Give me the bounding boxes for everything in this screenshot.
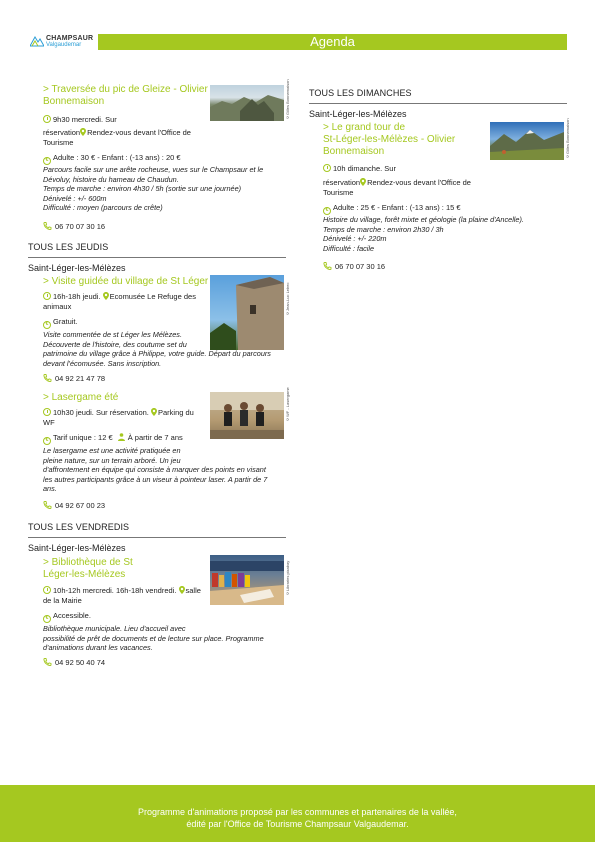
logo-line1: CHAMPSAUR bbox=[46, 35, 94, 42]
clock-icon bbox=[43, 115, 51, 123]
phone-icon bbox=[43, 222, 52, 230]
location-pin-icon bbox=[360, 178, 366, 186]
time-text: 10h-12h mercredi. 16h-18h vendredi. bbox=[53, 586, 177, 595]
place-text-cont: Tourisme bbox=[323, 188, 354, 197]
event-title[interactable]: > Visite guidée du village de St Léger bbox=[43, 276, 209, 287]
desc-line: Parcours facile sur une arête rocheuse, vues sur le Champsaur et le bbox=[43, 165, 264, 174]
place-text-cont: WF bbox=[43, 418, 55, 427]
photo-grand-tour bbox=[490, 122, 564, 160]
euro-icon: € bbox=[43, 615, 51, 623]
clock-icon bbox=[43, 292, 51, 300]
footer-bar bbox=[0, 785, 595, 842]
desc-line: Difficulté : facile bbox=[323, 243, 375, 253]
event-price bbox=[43, 611, 91, 623]
price-text: Adulte : 25 € - Enfant : (-13 ans) : 15 € bbox=[333, 203, 461, 212]
age-text: À partir de 7 ans bbox=[127, 433, 183, 442]
price-text: Tarif unique : 12 € bbox=[53, 433, 113, 442]
price-text: Accessible. bbox=[53, 611, 91, 620]
clock-icon bbox=[43, 408, 51, 416]
event-description bbox=[43, 330, 293, 368]
section-heading-dimanches: TOUS LES DIMANCHES bbox=[309, 88, 412, 98]
desc-line: pleine nature, sur un terrain arboré. Un jeu bbox=[43, 455, 181, 465]
mountain-ridge-image bbox=[210, 85, 284, 121]
event-price bbox=[43, 153, 181, 165]
photo-credit: ©Libraries pixabay bbox=[285, 560, 290, 596]
price-text: Adulte : 30 € - Enfant : (-13 ans) : 20 € bbox=[53, 153, 181, 162]
event-description bbox=[43, 624, 293, 653]
event-title[interactable]: > Le grand tour de bbox=[323, 122, 406, 133]
desc-line: devant l'écomusée. Sans inscription. bbox=[43, 358, 162, 368]
phone-number[interactable]: 06 70 07 30 16 bbox=[335, 262, 386, 271]
child-icon bbox=[117, 433, 126, 441]
players-image bbox=[210, 392, 284, 439]
place-text-cont: Tourisme bbox=[43, 138, 74, 147]
desc-line: d'animations durant les vacances. bbox=[43, 643, 153, 652]
time-text: 16h-18h jeudi. bbox=[53, 292, 101, 301]
event-time bbox=[323, 164, 488, 174]
section-heading-vendredis: TOUS LES VENDREDIS bbox=[28, 522, 130, 532]
books-image bbox=[210, 555, 284, 605]
event-price bbox=[323, 203, 461, 215]
desc-line: possibilité de prêt de documents et de lecture sur place. Programme bbox=[43, 633, 264, 643]
location-pin-icon bbox=[179, 586, 185, 594]
event-title-cont[interactable]: Bonnemaison bbox=[43, 96, 105, 107]
desc-line: Découverte de l'histoire, des coutume set du bbox=[43, 339, 187, 349]
desc-line: Le lasergame est une activité pratiquée en bbox=[43, 446, 181, 455]
photo-bibliotheque bbox=[210, 555, 284, 605]
euro-icon: € bbox=[43, 321, 51, 329]
event-time bbox=[43, 292, 208, 302]
event-description bbox=[43, 165, 293, 213]
place-text: salle bbox=[185, 586, 201, 595]
place-text: Rendez-vous devant l'Office de bbox=[367, 178, 471, 187]
commune-name: Saint-Léger-les-Mélèzes bbox=[28, 263, 126, 273]
desc-line: d'affrontement en équipe qui consiste à marquer des points en visant bbox=[43, 465, 266, 474]
desc-line: Visite commentée de st Léger les Mélèzes. bbox=[43, 330, 182, 339]
photo-traversee bbox=[210, 85, 284, 121]
place-text: Rendez-vous devant l'Office de bbox=[87, 128, 191, 137]
phone-number[interactable]: 04 92 67 00 23 bbox=[55, 501, 106, 510]
event-phone[interactable] bbox=[43, 658, 105, 668]
section-heading-jeudis: TOUS LES JEUDIS bbox=[28, 242, 109, 252]
section-divider bbox=[28, 257, 286, 258]
desc-line: Histoire du village, forêt mixte et géologie (la plaine d'Ancelle). bbox=[323, 215, 524, 224]
phone-icon bbox=[43, 501, 52, 509]
event-bibliotheque bbox=[43, 557, 213, 581]
event-phone[interactable] bbox=[43, 501, 105, 511]
desc-line: Temps de marche : environ 4h30 / 5h (sortie sur une journée) bbox=[43, 184, 242, 193]
time-text-cont: réservation bbox=[43, 128, 81, 137]
phone-number[interactable]: 06 70 07 30 16 bbox=[55, 222, 106, 231]
event-title-cont[interactable]: St-Léger-les-Mélèzes - Olivier bbox=[323, 134, 456, 145]
photo-lasergame bbox=[210, 392, 284, 439]
event-title[interactable]: > Bibliothèque de St bbox=[43, 557, 133, 568]
footer-line-2: édité par l'Office de Tourisme Champsaur Valgaudemar. bbox=[186, 819, 409, 829]
photo-credit: ©Gilles Bonnemaison bbox=[565, 118, 570, 159]
location-pin-icon bbox=[103, 292, 109, 300]
event-title[interactable]: > Lasergame été bbox=[43, 392, 119, 403]
event-grand-tour bbox=[323, 122, 493, 158]
section-divider bbox=[28, 537, 286, 538]
clock-icon bbox=[323, 164, 331, 172]
location-pin-icon bbox=[151, 408, 157, 416]
alpine-valley-image bbox=[490, 122, 564, 160]
phone-icon bbox=[43, 374, 52, 382]
phone-number[interactable]: 04 92 50 40 74 bbox=[55, 658, 106, 667]
page-title: Agenda bbox=[310, 34, 355, 49]
event-title[interactable]: > Traversée du pic de Gleize - Olivier bbox=[43, 84, 208, 95]
event-place bbox=[43, 128, 213, 138]
footer-line-1: Programme d'animations proposé par les communes et partenaires de la vallée, bbox=[138, 807, 457, 817]
euro-icon: € bbox=[43, 157, 51, 165]
time-text: 9h30 mercredi. Sur bbox=[53, 115, 117, 124]
euro-icon: € bbox=[323, 207, 331, 215]
phone-icon bbox=[43, 658, 52, 666]
photo-credit: ©Gilles Bonnemaison bbox=[285, 79, 290, 120]
event-price bbox=[43, 433, 243, 445]
desc-line: Dénivelé : +/- 600m bbox=[43, 193, 107, 203]
event-title-cont[interactable]: Léger-les-Mélèzes bbox=[43, 569, 126, 580]
desc-line: patrimoine du village grâce à Philippe, votre guide. Départ du parcours bbox=[43, 349, 271, 358]
phone-icon bbox=[323, 262, 332, 270]
desc-line: ans. bbox=[43, 484, 57, 493]
time-text: 10h30 jeudi. Sur réservation. bbox=[53, 408, 149, 417]
desc-line: Dénivelé : +/- 220m bbox=[323, 234, 387, 243]
euro-icon: € bbox=[43, 437, 51, 445]
desc-line: Bibliothèque municipale. Lieu d'accueil avec bbox=[43, 624, 186, 633]
event-place bbox=[323, 178, 503, 188]
event-price bbox=[43, 317, 78, 329]
logo bbox=[30, 33, 94, 51]
place-text-cont: animaux bbox=[43, 302, 72, 311]
clock-icon bbox=[43, 586, 51, 594]
photo-credit: ©WF - Lasergame bbox=[285, 387, 290, 422]
event-title-cont[interactable]: Bonnemaison bbox=[323, 146, 385, 157]
mountain-logo-icon bbox=[30, 34, 44, 48]
event-description bbox=[43, 446, 293, 494]
desc-line: les autres participants grâce à un viseur à pointeur laser. A partir de 7 bbox=[43, 474, 268, 484]
event-time bbox=[43, 408, 208, 418]
event-traversee bbox=[43, 84, 213, 108]
photo-credit: ©Jean-Luc Lebec bbox=[285, 282, 290, 316]
time-text: 10h dimanche. Sur bbox=[333, 164, 396, 173]
event-phone[interactable] bbox=[323, 262, 385, 272]
phone-number[interactable]: 04 92 21 47 78 bbox=[55, 374, 106, 383]
time-text-cont: réservation bbox=[323, 178, 361, 187]
event-phone[interactable] bbox=[43, 222, 105, 232]
location-pin-icon bbox=[80, 128, 86, 136]
place-text: Parking du bbox=[158, 408, 194, 417]
desc-line: Temps de marche : environ 2h30 / 3h bbox=[323, 224, 444, 234]
commune-name: Saint-Léger-les-Mélèzes bbox=[28, 543, 126, 553]
header-bar bbox=[98, 34, 567, 50]
logo-line2: Valgaudemar bbox=[46, 42, 82, 48]
price-text: Gratuit. bbox=[53, 317, 78, 326]
section-divider bbox=[309, 103, 567, 104]
event-phone[interactable] bbox=[43, 374, 105, 384]
place-text-cont: de la Mairie bbox=[43, 596, 82, 605]
place-text: Ecomusée Le Refuge des bbox=[109, 292, 196, 301]
event-description bbox=[323, 215, 573, 253]
desc-line: Difficulté : moyen (parcours de crête) bbox=[43, 203, 163, 212]
event-time bbox=[43, 586, 213, 596]
event-time bbox=[43, 115, 213, 125]
desc-line: Dévoluy, histoire du hameau de Chaudun. bbox=[43, 174, 179, 184]
commune-name: Saint-Léger-les-Mélèzes bbox=[309, 109, 407, 119]
